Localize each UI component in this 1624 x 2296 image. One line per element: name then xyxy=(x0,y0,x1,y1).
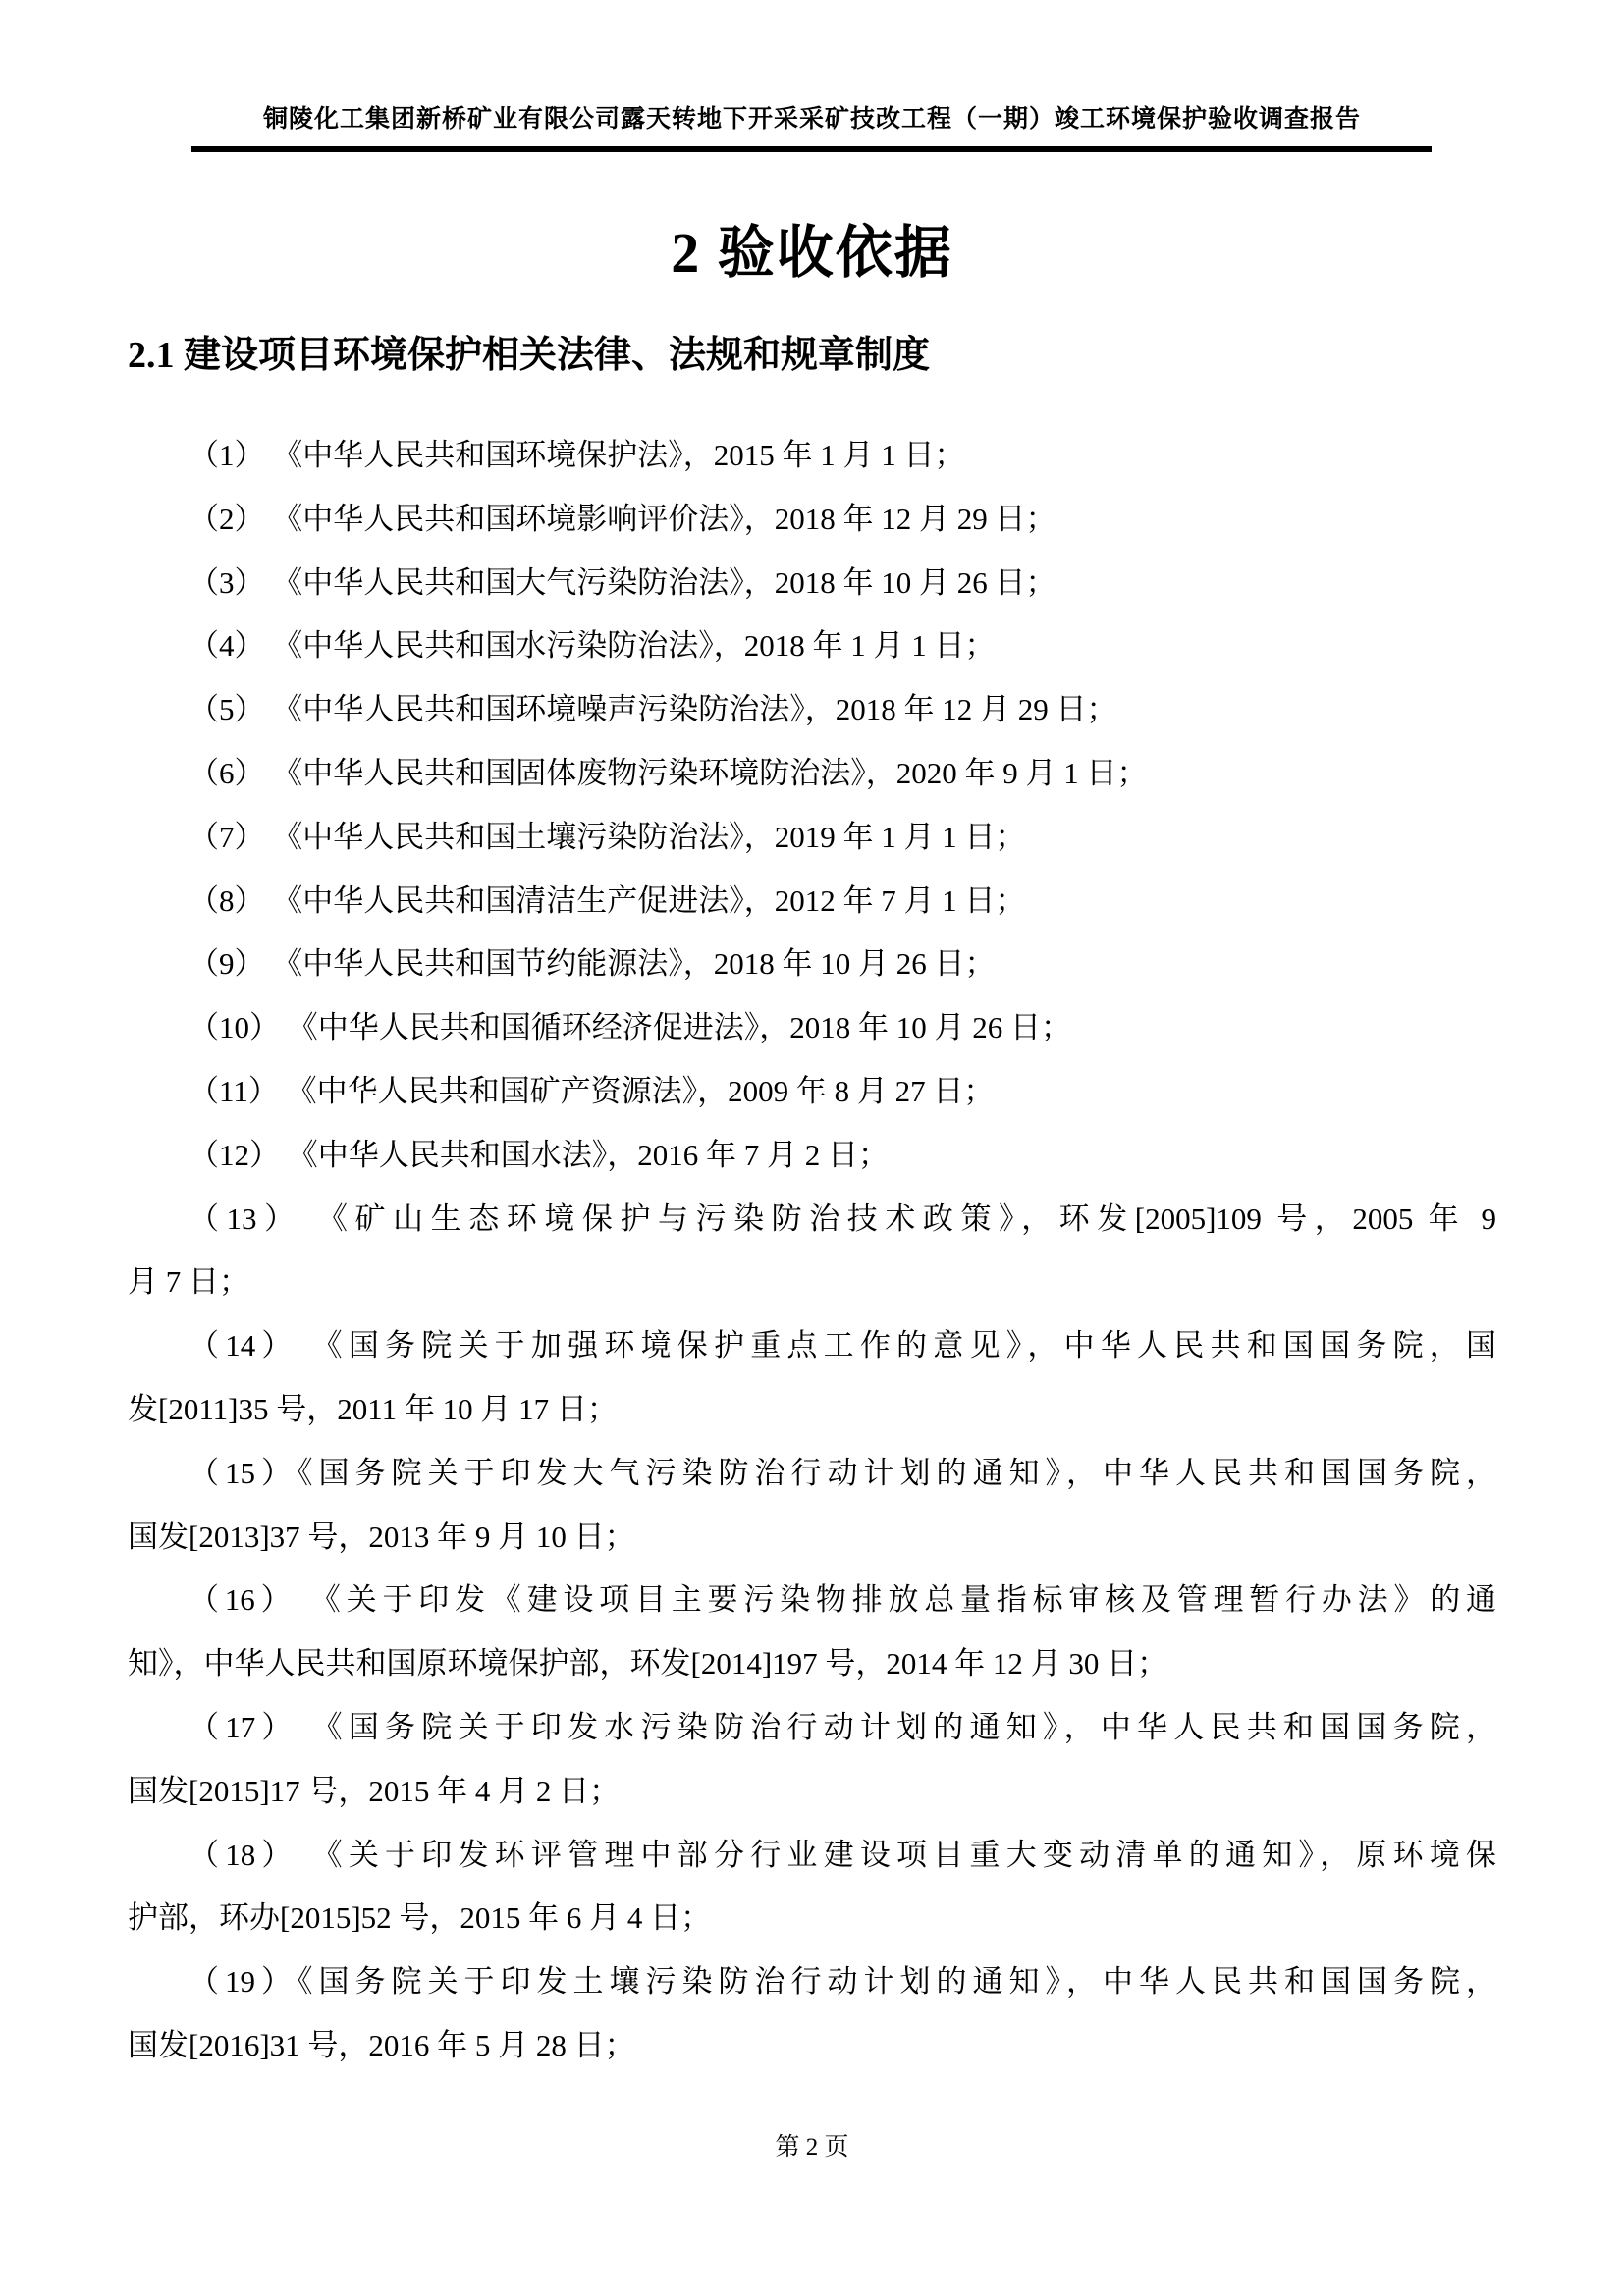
list-item-line: （7） 《中华人民共和国土壤污染防治法》，2019 年 1 月 1 日； xyxy=(189,819,1026,854)
list-item-line: （8） 《中华人民共和国清洁生产促进法》，2012 年 7 月 1 日； xyxy=(189,882,1026,918)
list-item-line: （2） 《中华人民共和国环境影响评价法》，2018 年 12 月 29 日； xyxy=(189,501,1056,536)
list-item-line: 知》，中华人民共和国原环境保护部，环发[2014]197 号，2014 年 12 月 30 日； xyxy=(128,1646,1168,1682)
list-item-line: （11） 《中华人民共和国矿产资源法》，2009 年 8 月 27 日； xyxy=(189,1073,995,1108)
list-item-line: （15）《国务院关于印发大气污染防治行动计划的通知》，中华人民共和国国务院， xyxy=(189,1455,1496,1490)
list-item-line: （12） 《中华人民共和国水法》，2016 年 7 月 2 日； xyxy=(189,1137,889,1172)
list-item-line: （6） 《中华人民共和国固体废物污染环境防治法》，2020 年 9 月 1 日； xyxy=(189,755,1148,790)
list-item-line: （10） 《中华人民共和国循环经济促进法》，2018 年 10 月 26 日； xyxy=(189,1010,1071,1045)
list-item-line: （19）《国务院关于印发土壤污染防治行动计划的通知》，中华人民共和国国务院， xyxy=(189,1964,1496,2000)
list-item-line: 国发[2016]31 号，2016 年 5 月 28 日； xyxy=(128,2027,635,2062)
list-item-line: （17） 《国务院关于印发水污染防治行动计划的通知》，中华人民共和国国务院， xyxy=(189,1709,1496,1744)
list-item-line: （5） 《中华人民共和国环境噪声污染防治法》，2018 年 12 月 29 日； xyxy=(189,692,1117,727)
header-divider xyxy=(191,146,1432,152)
list-item-line: （3） 《中华人民共和国大气污染防治法》，2018 年 10 月 26 日； xyxy=(189,564,1056,600)
section-heading: 2.1 建设项目环境保护相关法律、法规和规章制度 xyxy=(128,335,931,376)
list-item-line: 护部，环办[2015]52 号，2015 年 6 月 4 日； xyxy=(128,1900,712,1936)
list-item-line: （9） 《中华人民共和国节约能源法》，2018 年 10 月 26 日； xyxy=(189,946,996,982)
list-item-line: 国发[2013]37 号，2013 年 9 月 10 日； xyxy=(128,1519,635,1554)
page-header-title: 铜陵化工集团新桥矿业有限公司露天转地下开采采矿技改工程（一期）竣工环境保护验收调查报告 xyxy=(262,106,1361,133)
list-item-line: 发[2011]35 号，2011 年 10 月 17 日； xyxy=(128,1391,618,1426)
list-item-line: （14） 《国务院关于加强环境保护重点工作的意见》，中华人民共和国国务院，国 xyxy=(189,1328,1496,1363)
page-number: 第 2 页 xyxy=(775,2134,849,2161)
list-item-line: 国发[2015]17 号，2015 年 4 月 2 日； xyxy=(128,1773,621,1808)
list-item-line: （18） 《关于印发环评管理中部分行业建设项目重大变动清单的通知》，原环境保 xyxy=(189,1837,1496,1872)
list-item-line: （13） 《矿山生态环境保护与污染防治技术政策》，环发[2005]109 号，2005 年 9 xyxy=(189,1201,1496,1236)
chapter-title: 2 验收依据 xyxy=(671,221,953,285)
list-item-line: （16） 《关于印发《建设项目主要污染物排放总量指标审核及管理暂行办法》的通 xyxy=(189,1582,1496,1618)
list-item-line: （4） 《中华人民共和国水污染防治法》，2018 年 1 月 1 日； xyxy=(189,628,996,664)
legal-list xyxy=(128,424,1496,2078)
list-item-line: （1） 《中华人民共和国环境保护法》，2015 年 1 月 1 日； xyxy=(189,438,965,472)
list-item-line: 月 7 日； xyxy=(128,1264,249,1300)
